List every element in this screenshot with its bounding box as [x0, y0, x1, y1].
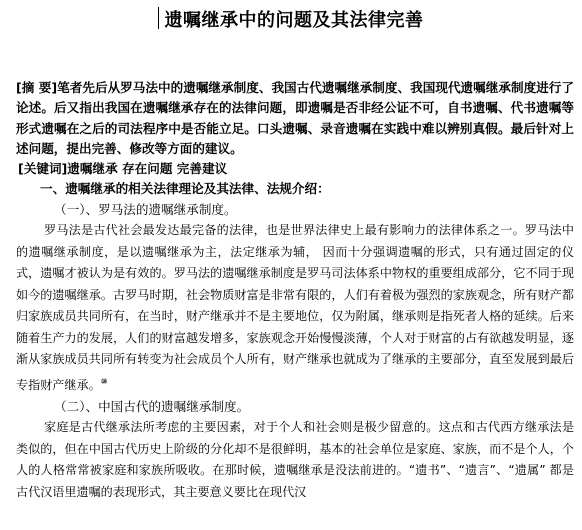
document-body [16, 78, 574, 503]
abstract-paragraph[interactable]: [摘 要]笔者先后从罗马法中的遗嘱继承制度、我国古代遗嘱继承制度、我国现代遗嘱继承制度进行了论述。后又指出我国在遗嘱继承存在的法律问题，即遗嘱是否非经公证不可，自书遗嘱、代书遗嘱等形式遗嘱在之后的司法程序中是否能立足。口头遗嘱、录音遗嘱在实践中难以辨别真假。最后针对上述问题，提出完善、修改等方面的建议。 [16, 80, 574, 156]
subsection-heading-roman-law[interactable]: （一）、罗马法的遗嘱继承制度。 [54, 202, 237, 218]
section-heading-1[interactable]: 一、遗嘱继承的相关法律理论及其法律、法规介绍： [40, 181, 330, 197]
title-container [0, 6, 582, 32]
keywords-line[interactable]: [关键词]遗嘱继承 存在问题 完善建议 [18, 161, 228, 177]
document-title[interactable]: 遗嘱继承中的问题及其法律完善 [164, 10, 424, 31]
footnote-mark: ⑩ [100, 376, 108, 386]
subsection-heading-ancient-china[interactable]: （二）、中国古代的遗嘱继承制度。 [54, 399, 250, 415]
paragraph-roman-law-text: 罗马法是古代社会最发达最完备的法律，也是世界法律史上最有影响力的法律体系之一。罗马法中的遗嘱继承制度，是以遗嘱继承为主，法定继承为辅， 因而十分强调遗嘱的形式，只有通过固定的仪式，遗嘱才被认为是有效的。罗马法的遗嘱继承制度是罗马司法体系中物权的重要组成部分，它不同于现如今的遗嘱继承。古罗马时期，社会物质财富是非常有限的，人们有着极为强烈的家族观念，所有财产都归家族成员共同所有，在当时，财产继承并不是主要地位，仅为附属，继承则是指死者人格的延续。后来随着生产力的发展，人们的财富越发增多，家族观念开始慢慢淡薄，个人对于财富的占有欲越发明显，逐渐从家族成员共同所有转变为社会成员个人所有，财产继承也就成为了继承的主要部分，直至发展到最后专指财产继承。 [16, 223, 574, 392]
paragraph-ancient-china[interactable]: 家庭是古代继承法所考虑的主要因素，对于个人和社会则是极少留意的。这点和古代西方继承法是类似的，但在中国古代历史上阶级的分化却不是很鲜明，基本的社会单位是家庭、家族，而不是个人，个人的人格常常被家庭和家族所吸收。在那时候，遗嘱继承是没法前进的。“遗书”、“遗言”、“遗属” 都是古代汉语里遗嘱的表现形式，其主要意义要比在现代汉 [16, 420, 574, 499]
paragraph-roman-law[interactable] [16, 220, 574, 396]
